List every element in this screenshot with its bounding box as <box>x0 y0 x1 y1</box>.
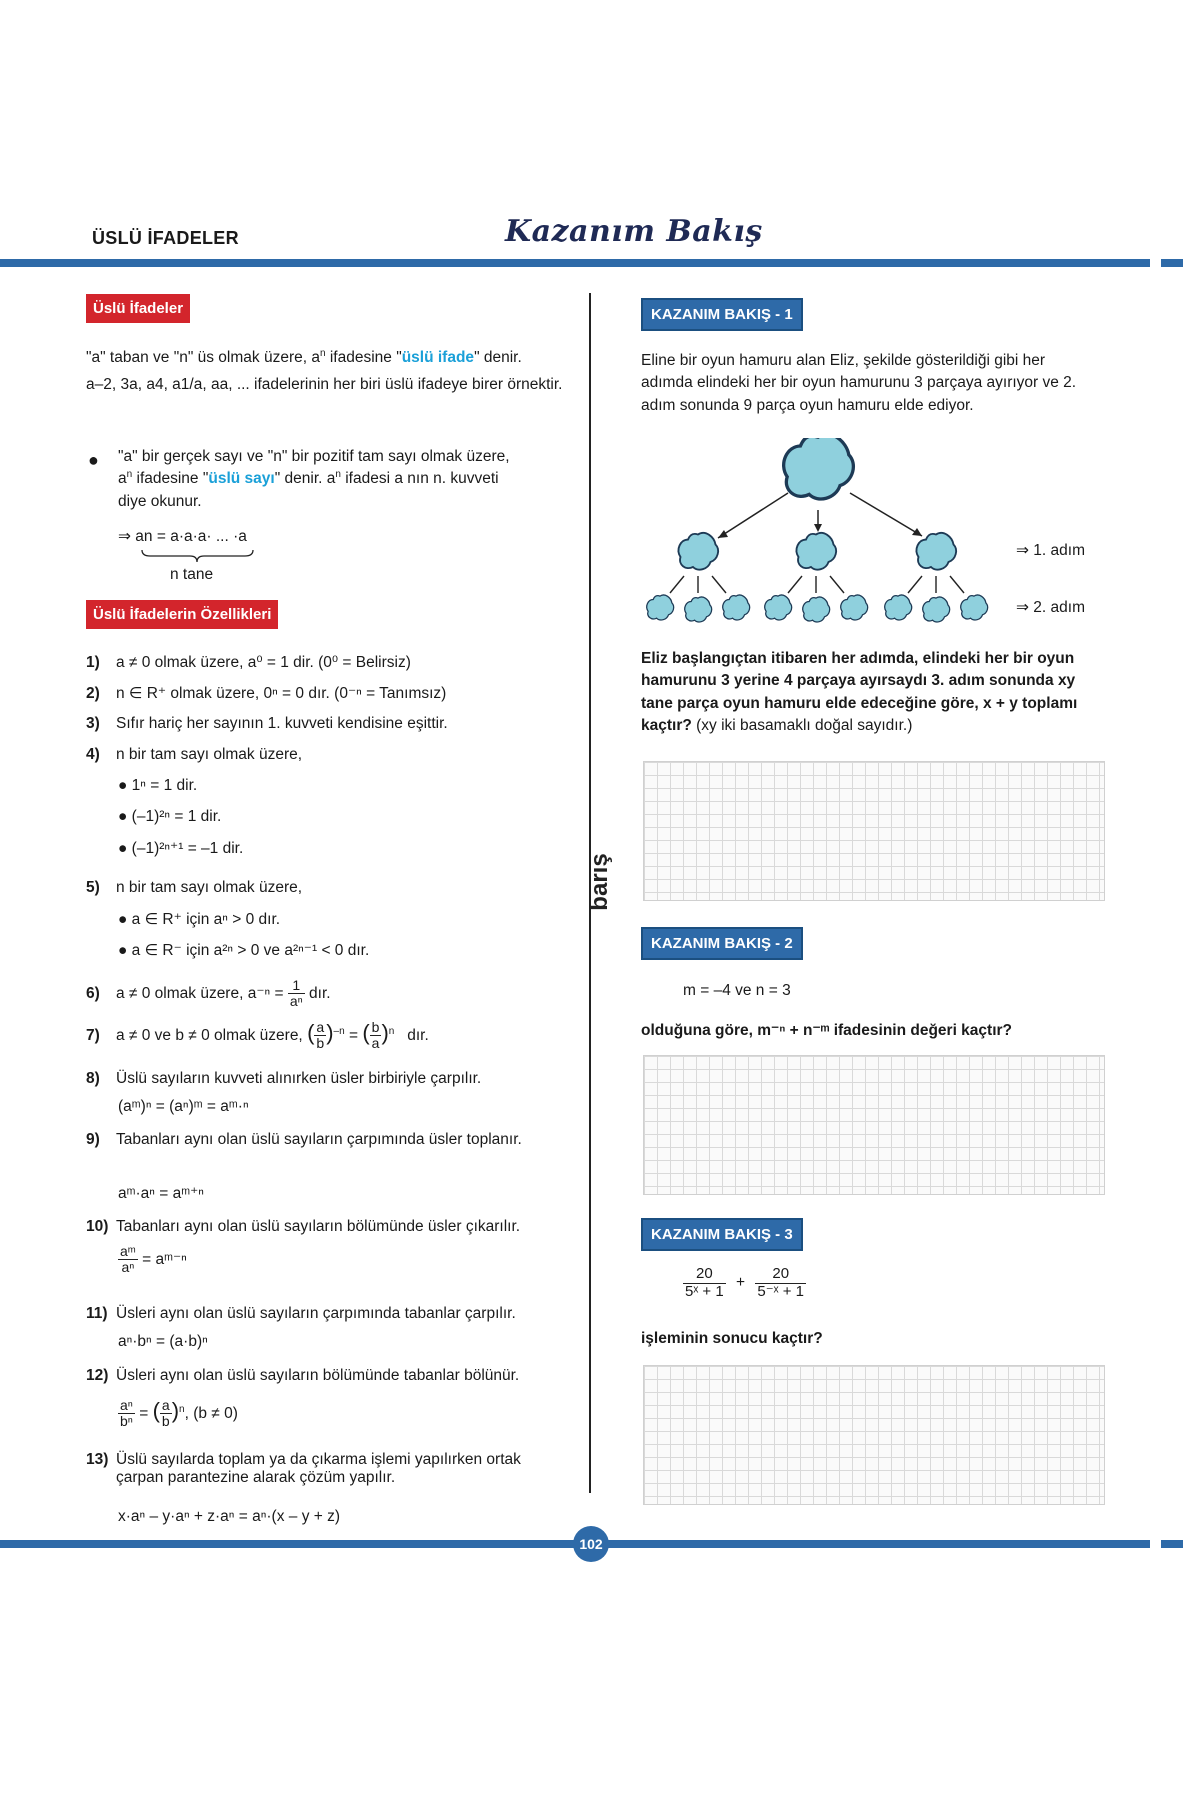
property-6: 6) a ≠ 0 olmak üzere, a⁻ⁿ = $\frac{1}{\text{aⁿ}}$ dır. <box>86 977 331 1010</box>
fraction: $\frac{1}{\text{aⁿ}}$ <box>289 977 303 1010</box>
power-expansion: ⇒ an = a·a·a· ... ·a <box>118 528 247 545</box>
examples-paragraph: a–2, 3a, a4, a1/a, aa, ... ifadelerinin her biri üslü ifadeye birer örnektir. <box>86 376 563 393</box>
page-number: 102 <box>573 1526 609 1562</box>
question-3-text: işleminin sonucu kaçtır? <box>641 1330 823 1347</box>
step-2-label: ⇒ 2. adım <box>1016 599 1085 616</box>
section-tag-uslu-ifadeler: Üslü İfadeler <box>86 294 190 323</box>
underbrace <box>140 548 255 564</box>
brand-logo: Kazanım Bakış <box>505 214 763 249</box>
property-8-formula: (aᵐ)ⁿ = (aⁿ)ᵐ = aᵐ·ⁿ <box>118 1098 249 1115</box>
question-2-given: m = –4 ve n = 3 <box>683 982 791 999</box>
property-13-formula: x·aⁿ – y·aⁿ + z·aⁿ = aⁿ·(x – y + z) <box>118 1508 341 1525</box>
property-11-formula: aⁿ·bⁿ = (a·b)ⁿ <box>118 1333 208 1350</box>
question-tag-2: KAZANIM BAKIŞ - 2 <box>641 927 803 960</box>
intro-paragraph: "a" taban ve "n" üs olmak üzere, $a^n$ ifadesine "üslü ifade" denir. <box>86 348 522 367</box>
side-brand: barış <box>586 853 613 911</box>
property-10-formula: $\frac{\text{aᵐ}}{\text{aⁿ}}$ = aᵐ⁻ⁿ <box>120 1243 187 1276</box>
answer-grid-1[interactable] <box>643 761 1105 901</box>
question-2-text: olduğuna göre, m⁻ⁿ + n⁻ᵐ ifadesinin değeri kaçtır? <box>641 1022 1013 1039</box>
dough-diagram <box>640 438 1000 628</box>
question-1-intro: Eline bir oyun hamuru alan Eliz, şekilde gösterildiği gibi her adımda elindeki her bir oyun hamurunu 3 parçaya ayırıyor ve 2. adım sonunda 9 parça oyun hamuru elde ediyor. <box>641 352 1077 414</box>
property-4-bullet: ● (–1)²ⁿ⁺¹ = –1 dir. <box>118 840 244 857</box>
question-1-text: Eliz başlangıçtan itibaren her adımda, elindeki her bir oyun hamurunu 3 yerine 4 parçaya ayırsaydı 3. adım sonunda xy tane parça oyun hamuru elde edeceğine göre, x + y toplamı kaçtır? (xy iki basamaklı doğal sayıdır.) <box>641 650 1078 735</box>
property-11: 11) Üsleri aynı olan üslü sayıların çarpımında tabanlar çarpılır. <box>86 1305 516 1322</box>
property-12: 12) Üsleri aynı olan üslü sayıların bölümünde tabanlar bölünür. <box>86 1367 520 1384</box>
top-rule <box>0 259 1150 267</box>
property-9: 9) Tabanları aynı olan üslü sayıların çarpımında üsler toplanır. <box>86 1131 522 1148</box>
property-9-formula: aᵐ·aⁿ = aᵐ⁺ⁿ <box>118 1185 204 1202</box>
property-5: 5) n bir tam sayı olmak üzere, <box>86 879 303 896</box>
bullet-dot: ● <box>88 450 99 470</box>
property-2: 2) n ∈ R⁺ olmak üzere, 0ⁿ = 0 dır. (0⁻ⁿ = Tanımsız) <box>86 685 447 702</box>
question-tag-1: KAZANIM BAKIŞ - 1 <box>641 298 803 331</box>
property-4-bullet: ● (–1)²ⁿ = 1 dir. <box>118 808 222 825</box>
property-3: 3) Sıfır hariç her sayının 1. kuvveti kendisine eşittir. <box>86 715 448 732</box>
answer-grid-2[interactable] <box>643 1055 1105 1195</box>
property-10: 10) Tabanları aynı olan üslü sayıların bölümünde üsler çıkarılır. <box>86 1218 521 1235</box>
property-8: 8) Üslü sayıların kuvveti alınırken üsler birbiriyle çarpılır. <box>86 1070 482 1087</box>
section-tag-ozellikler: Üslü İfadelerin Özellikleri <box>86 600 278 629</box>
property-5-bullet: ● a ∈ R⁺ için aⁿ > 0 dır. <box>118 911 281 928</box>
step-1-label: ⇒ 1. adım <box>1016 542 1085 559</box>
property-1: 1) a ≠ 0 olmak üzere, a⁰ = 1 dir. (0⁰ = Belirsiz) <box>86 654 411 671</box>
bottom-rule-end <box>1161 1540 1183 1548</box>
top-rule-end <box>1161 259 1183 267</box>
property-4-bullet: ● 1ⁿ = 1 dir. <box>118 777 198 794</box>
property-5-bullet: ● a ∈ R⁻ için a²ⁿ > 0 ve a²ⁿ⁻¹ < 0 dır. <box>118 942 370 959</box>
property-4: 4) n bir tam sayı olmak üzere, <box>86 746 303 763</box>
property-13: 13) Üslü sayılarda toplam ya da çıkarma işlemi yapılırken ortak çarpan parantezine alarak çözüm yapılır. <box>86 1451 521 1486</box>
answer-grid-3[interactable] <box>643 1365 1105 1505</box>
property-7: 7) a ≠ 0 ve b ≠ 0 olmak üzere, ( $\frac{a}{b}$ )$^{-n}$ = ( $\frac{b}{a}$ )$^n$ dır. <box>86 1019 429 1052</box>
question-tag-3: KAZANIM BAKIŞ - 3 <box>641 1218 803 1251</box>
page-title: ÜSLÜ İFADELER <box>92 228 239 248</box>
question-3-expression: $\frac{20}{\text{5ˣ + 1}}$ + $\frac{20}{\text{5⁻ˣ + 1}}$ <box>685 1265 805 1300</box>
property-12-formula: $\frac{\text{aⁿ}}{\text{bⁿ}}$ = ( $\frac{a}{b}$ )$^n$, (b ≠ 0) <box>120 1397 238 1430</box>
definition-paragraph: "a" bir gerçek sayı ve "n" bir pozitif tam sayı olmak üzere, $a^n$ ifadesine "üslü sayı" denir. $a^n$ ifadesi a nın n. kuvveti diye okunur. <box>118 448 510 511</box>
n-tane-label: n tane <box>170 566 214 583</box>
